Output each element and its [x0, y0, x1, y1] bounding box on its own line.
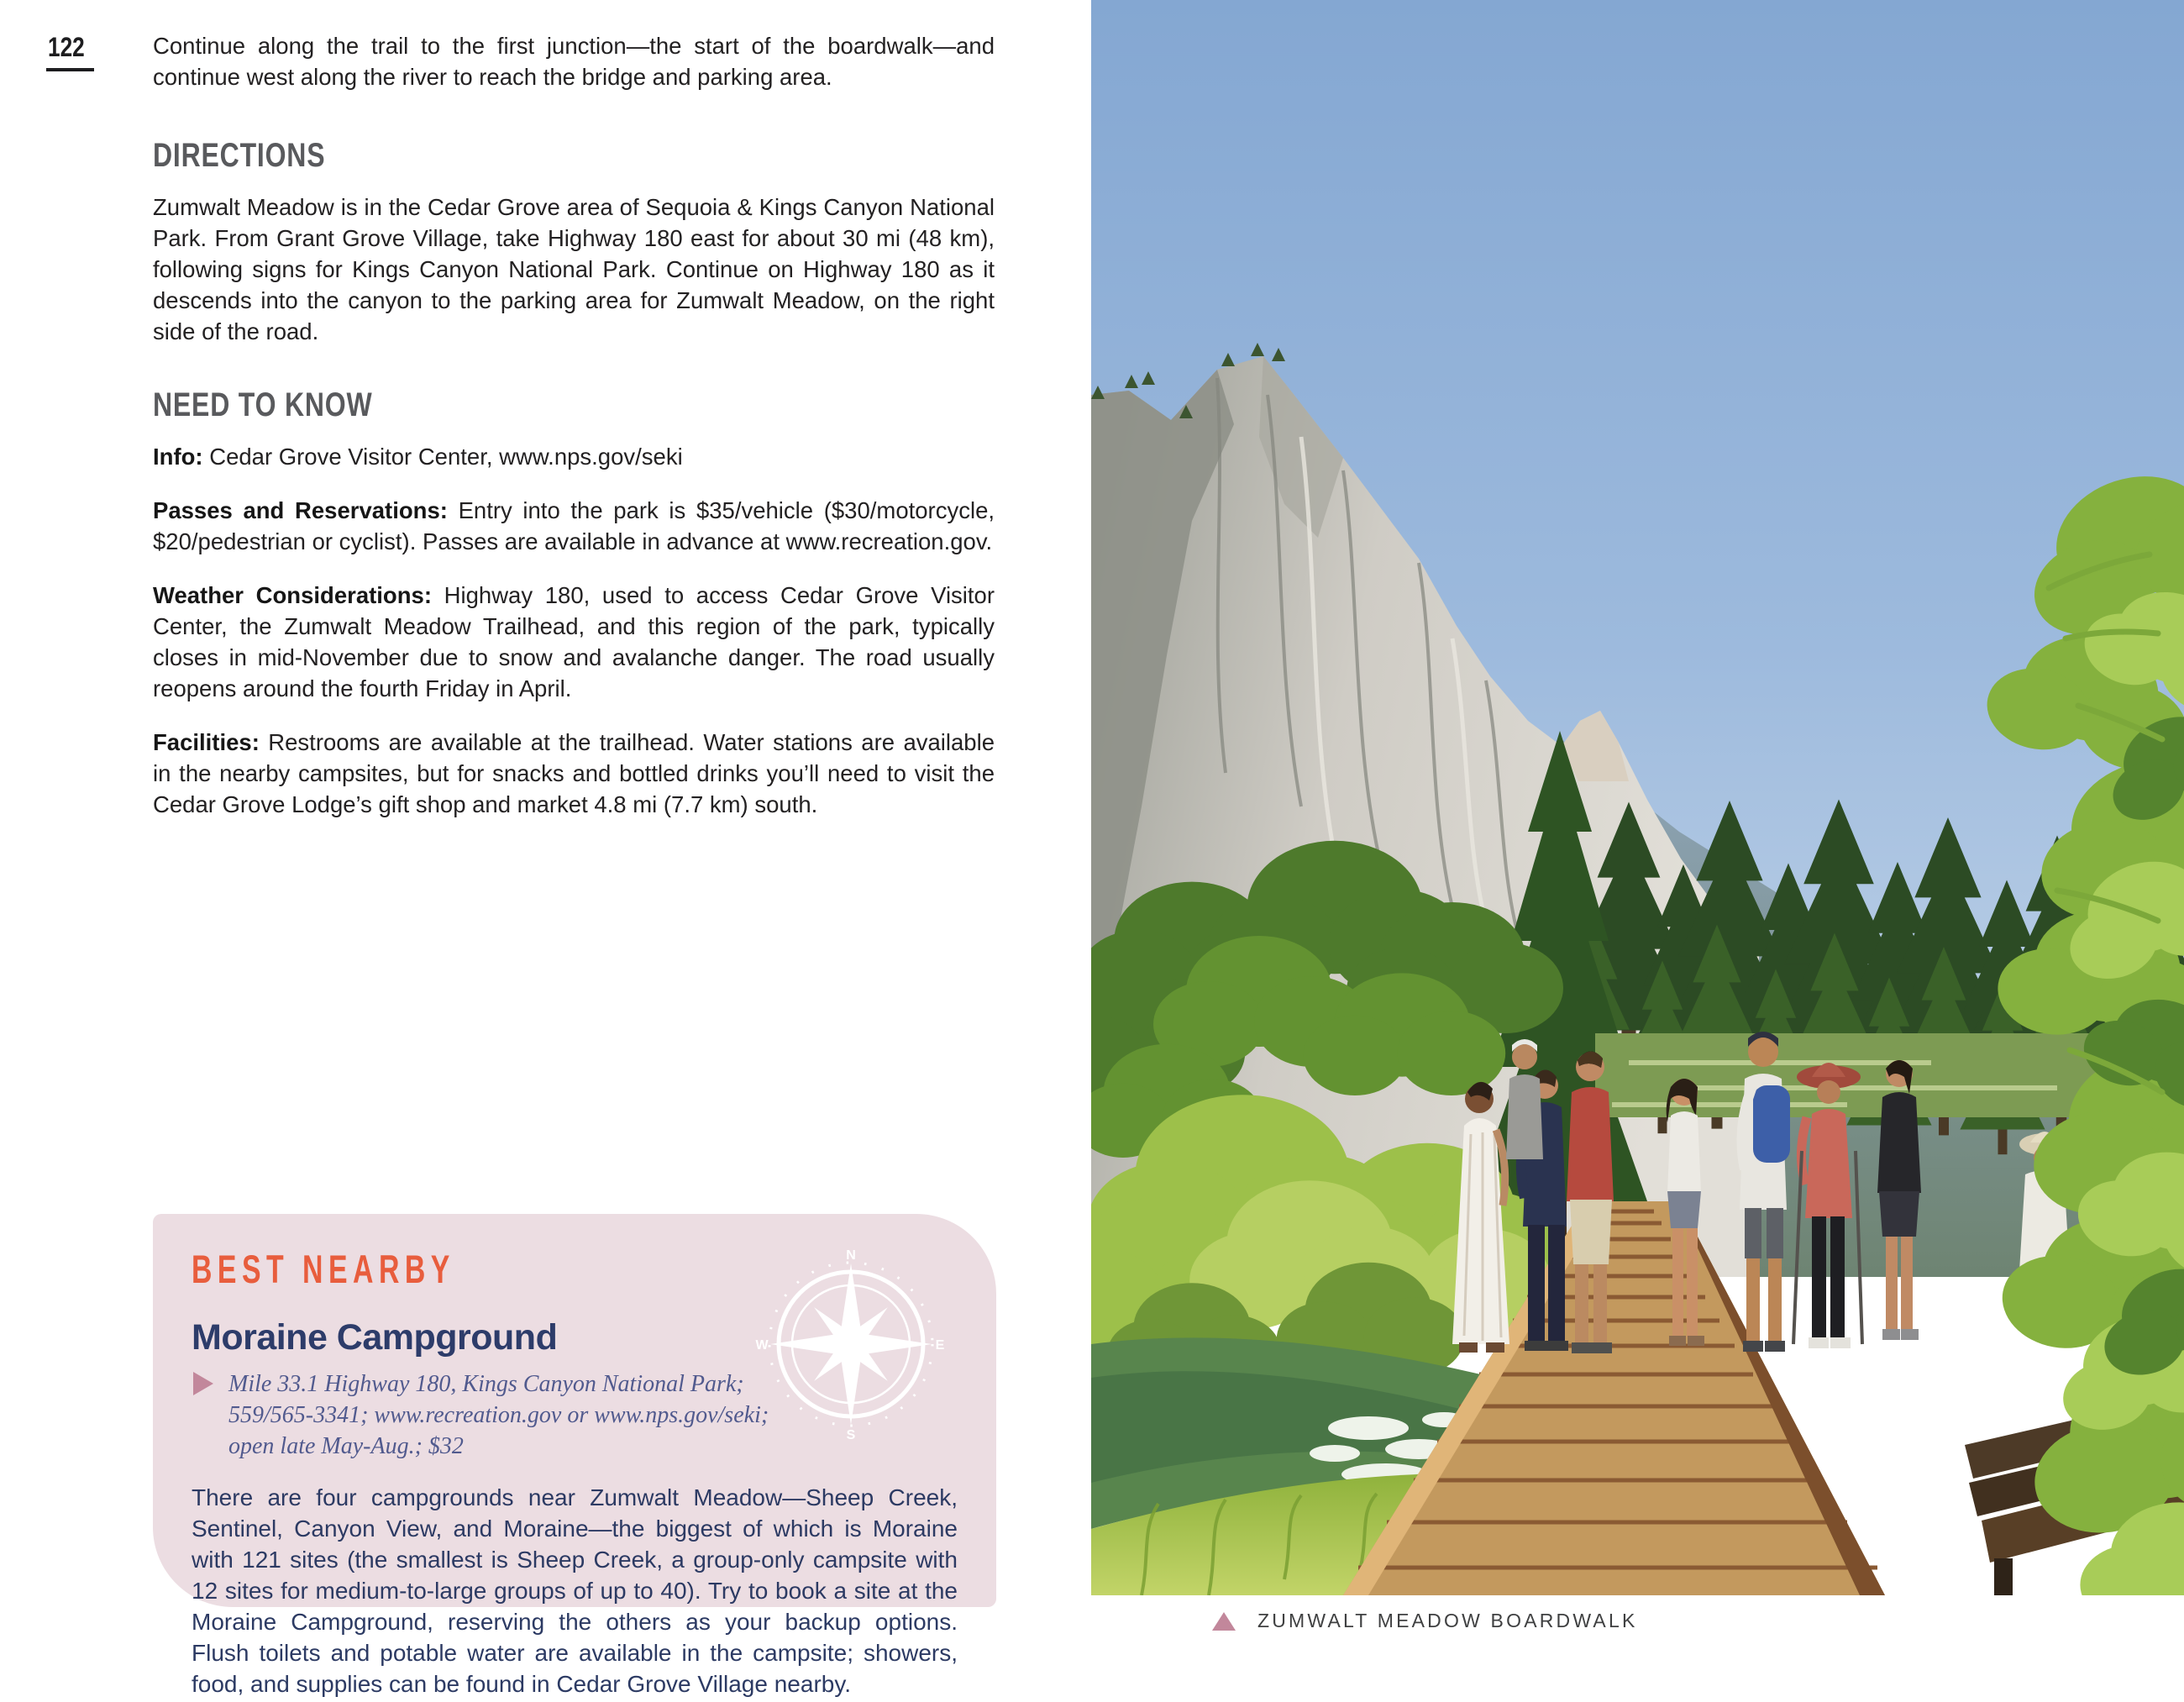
page-number: 122	[46, 32, 94, 71]
best-nearby-body: There are four campgrounds near Zumwalt Meadow—Sheep Creek, Sentinel, Canyon View, and Moraine—the biggest of which is Moraine with 121 sites (the smallest is Sheep Creek, a group-only campsite with 12 sites for medium-to-large groups of up to 40). Try to book a site at the Moraine Campground, reserving the others as your backup options. Flush toilets and potable water are available in the campsite; showers, food, and supplies can be found in Cedar Grove Village nearby.	[192, 1484, 958, 1697]
item-text: Entry into the park is $35/vehicle ($30/motorcycle, $20/pedestrian or cyclist). Passes are available in advance at www.recreation.gov.	[153, 497, 995, 554]
compass-rose-icon	[754, 1248, 948, 1441]
item-label: Facilities:	[153, 729, 260, 755]
triangle-up-icon	[1212, 1612, 1236, 1631]
directions-heading: DIRECTIONS	[153, 137, 326, 174]
meadow-boardwalk-illustration	[1091, 0, 2184, 1595]
item-label: Passes and Reservations:	[153, 497, 448, 523]
svg-text:E: E	[935, 1338, 945, 1353]
zumwalt-meadow-photo	[1091, 0, 2184, 1595]
need-to-know-item-passes	[153, 495, 995, 557]
need-to-know-item-info	[153, 441, 995, 472]
svg-text:W: W	[755, 1338, 769, 1353]
directions-paragraph: Zumwalt Meadow is in the Cedar Grove area of Sequoia & Kings Canyon National Park. From Grant Grove Village, take Highway 180 east for about 30 mi (48 km), following signs for Kings Canyon National Park. Continue on Highway 180 as it descends into the canyon to the parking area for Zumwalt Meadow, on the right side of the road.	[153, 194, 995, 344]
campground-details: Mile 33.1 Highway 180, Kings Canyon National Park; 559/565-3341; www.recreation.gov or www.nps.gov/seki; open late May-Aug.; $32	[228, 1371, 769, 1459]
best-nearby-box	[153, 1214, 996, 1697]
item-label: Weather Considerations:	[153, 582, 432, 608]
triangle-right-icon	[193, 1372, 213, 1395]
text-column	[153, 30, 995, 843]
photo-caption-text: ZUMWALT MEADOW BOARDWALK	[1257, 1610, 1638, 1631]
need-to-know-item-weather	[153, 580, 995, 704]
photo-caption	[1212, 1610, 1637, 1632]
svg-text:S: S	[846, 1428, 856, 1441]
item-text: Cedar Grove Visitor Center, www.nps.gov/seki	[209, 444, 683, 470]
hiker-figure	[1877, 1060, 1921, 1340]
need-to-know-item-facilities	[153, 727, 995, 820]
svg-text:N: N	[846, 1248, 856, 1263]
item-label: Info:	[153, 444, 203, 470]
best-nearby-kicker: BEST NEARBY	[192, 1247, 455, 1291]
need-to-know-heading: NEED TO KNOW	[153, 386, 373, 423]
item-text: Restrooms are available at the trailhead. Water stations are available in the nearby campsites, but for snacks and bottled drinks you’ll need to visit the Cedar Grove Lodge’s gift shop and market 4.8 mi (7.7 km) south.	[153, 729, 995, 817]
item-text: Highway 180, used to access Cedar Grove Visitor Center, the Zumwalt Meadow Trailhead, and this region of the park, typically closes in mid-November due to snow and avalanche danger. The road usually reopens around the fourth Friday in April.	[153, 582, 995, 701]
intro-paragraph: Continue along the trail to the first junction—the start of the boardwalk—and continue west along the river to reach the bridge and parking area.	[153, 33, 995, 90]
campground-title: Moraine Campground	[192, 1317, 558, 1358]
